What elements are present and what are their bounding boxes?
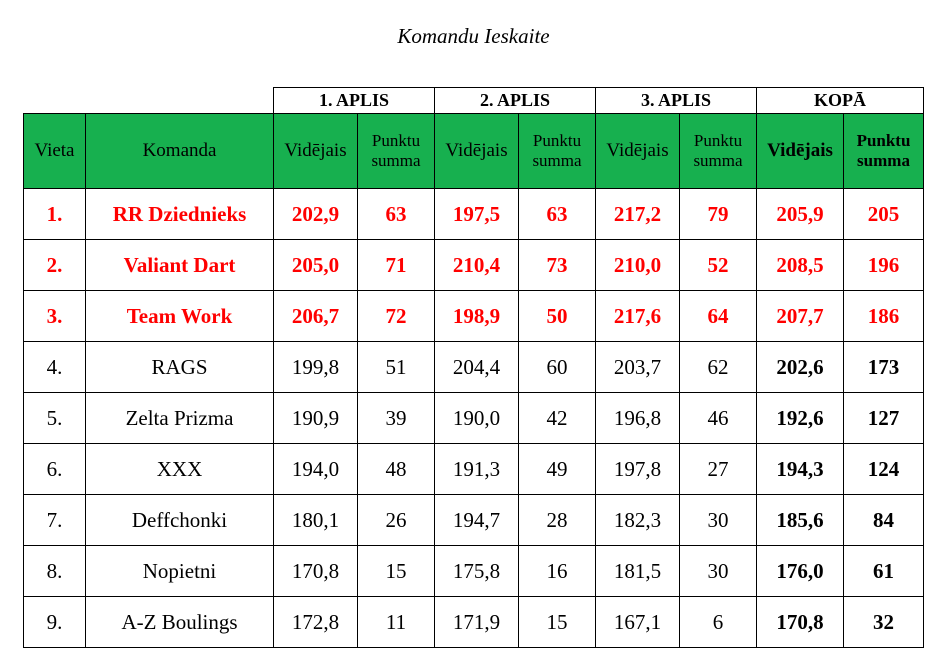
cell-round-2-avg: 175,8: [435, 546, 519, 597]
group-round-2: 2. APLIS: [435, 88, 596, 114]
cell-team: A-Z Boulings: [86, 597, 274, 648]
cell-round-3-points: 6: [680, 597, 757, 648]
table-row: [24, 597, 924, 648]
header-round-3-points: Punktu summa: [680, 114, 757, 189]
cell-round-2-points: 73: [519, 240, 596, 291]
cell-round-1-avg: 194,0: [274, 444, 358, 495]
cell-round-3-points: 30: [680, 495, 757, 546]
cell-round-2-avg: 204,4: [435, 342, 519, 393]
header-total-points: Punktu summa: [844, 114, 924, 189]
cell-round-2-avg: 190,0: [435, 393, 519, 444]
cell-round-3-avg: 182,3: [596, 495, 680, 546]
cell-total-avg: 207,7: [757, 291, 844, 342]
cell-round-3-avg: 196,8: [596, 393, 680, 444]
cell-place: 2.: [24, 240, 86, 291]
page-title: Komandu Ieskaite: [397, 24, 550, 48]
cell-round-2-points: 42: [519, 393, 596, 444]
cell-round-1-points: 72: [358, 291, 435, 342]
cell-team: Deffchonki: [86, 495, 274, 546]
cell-place: 9.: [24, 597, 86, 648]
cell-round-2-avg: 191,3: [435, 444, 519, 495]
cell-total-avg: 194,3: [757, 444, 844, 495]
header-team: Komanda: [86, 114, 274, 189]
header-place: Vieta: [24, 114, 86, 189]
cell-total-points: 127: [844, 393, 924, 444]
cell-place: 7.: [24, 495, 86, 546]
cell-total-points: 186: [844, 291, 924, 342]
cell-round-1-avg: 172,8: [274, 597, 358, 648]
cell-total-avg: 185,6: [757, 495, 844, 546]
cell-round-2-points: 16: [519, 546, 596, 597]
table-row: [24, 444, 924, 495]
cell-round-3-avg: 203,7: [596, 342, 680, 393]
cell-round-1-points: 51: [358, 342, 435, 393]
cell-round-1-avg: 180,1: [274, 495, 358, 546]
cell-round-2-avg: 197,5: [435, 189, 519, 240]
table-row: [24, 495, 924, 546]
table-row: [24, 291, 924, 342]
cell-team: Team Work: [86, 291, 274, 342]
cell-round-1-points: 71: [358, 240, 435, 291]
cell-total-points: 173: [844, 342, 924, 393]
cell-team: Valiant Dart: [86, 240, 274, 291]
cell-total-avg: 170,8: [757, 597, 844, 648]
cell-round-2-points: 63: [519, 189, 596, 240]
cell-round-3-avg: 217,6: [596, 291, 680, 342]
cell-total-points: 32: [844, 597, 924, 648]
cell-round-3-avg: 210,0: [596, 240, 680, 291]
cell-round-1-avg: 199,8: [274, 342, 358, 393]
cell-round-1-points: 15: [358, 546, 435, 597]
cell-round-3-avg: 217,2: [596, 189, 680, 240]
cell-round-1-points: 39: [358, 393, 435, 444]
group-total: KOPĀ: [757, 88, 924, 114]
cell-round-3-points: 27: [680, 444, 757, 495]
cell-total-avg: 192,6: [757, 393, 844, 444]
group-round-3: 3. APLIS: [596, 88, 757, 114]
cell-round-1-avg: 190,9: [274, 393, 358, 444]
cell-round-3-points: 46: [680, 393, 757, 444]
results-table: [23, 87, 924, 648]
cell-total-avg: 208,5: [757, 240, 844, 291]
cell-round-2-avg: 210,4: [435, 240, 519, 291]
table-row: [24, 393, 924, 444]
cell-total-avg: 176,0: [757, 546, 844, 597]
cell-round-3-avg: 181,5: [596, 546, 680, 597]
cell-round-3-avg: 167,1: [596, 597, 680, 648]
header-round-3-avg: Vidējais: [596, 114, 680, 189]
cell-team: RR Dziednieks: [86, 189, 274, 240]
header-total-avg: Vidējais: [757, 114, 844, 189]
cell-round-3-avg: 197,8: [596, 444, 680, 495]
cell-round-3-points: 64: [680, 291, 757, 342]
cell-round-2-points: 50: [519, 291, 596, 342]
blank-cell: [24, 88, 274, 114]
column-header-row: [24, 114, 924, 189]
cell-place: 1.: [24, 189, 86, 240]
cell-round-2-points: 60: [519, 342, 596, 393]
cell-total-avg: 202,6: [757, 342, 844, 393]
cell-round-2-points: 49: [519, 444, 596, 495]
cell-team: Zelta Prizma: [86, 393, 274, 444]
cell-place: 5.: [24, 393, 86, 444]
cell-round-3-points: 79: [680, 189, 757, 240]
header-round-1-points: Punktu summa: [358, 114, 435, 189]
cell-total-points: 84: [844, 495, 924, 546]
table-row: [24, 546, 924, 597]
cell-place: 6.: [24, 444, 86, 495]
cell-round-3-points: 52: [680, 240, 757, 291]
cell-round-1-avg: 202,9: [274, 189, 358, 240]
cell-place: 4.: [24, 342, 86, 393]
cell-round-2-points: 15: [519, 597, 596, 648]
cell-round-3-points: 30: [680, 546, 757, 597]
table-row: [24, 189, 924, 240]
cell-team: RAGS: [86, 342, 274, 393]
table-row: [24, 240, 924, 291]
header-round-2-avg: Vidējais: [435, 114, 519, 189]
cell-round-1-points: 48: [358, 444, 435, 495]
cell-round-2-avg: 194,7: [435, 495, 519, 546]
group-header-row: [24, 88, 924, 114]
cell-total-avg: 205,9: [757, 189, 844, 240]
cell-team: XXX: [86, 444, 274, 495]
cell-total-points: 205: [844, 189, 924, 240]
table-row: [24, 342, 924, 393]
cell-round-3-points: 62: [680, 342, 757, 393]
cell-total-points: 61: [844, 546, 924, 597]
cell-place: 3.: [24, 291, 86, 342]
cell-round-1-avg: 170,8: [274, 546, 358, 597]
cell-round-1-avg: 205,0: [274, 240, 358, 291]
cell-place: 8.: [24, 546, 86, 597]
cell-round-2-avg: 198,9: [435, 291, 519, 342]
group-round-1: 1. APLIS: [274, 88, 435, 114]
cell-round-2-points: 28: [519, 495, 596, 546]
cell-round-1-avg: 206,7: [274, 291, 358, 342]
cell-total-points: 196: [844, 240, 924, 291]
cell-round-1-points: 11: [358, 597, 435, 648]
cell-team: Nopietni: [86, 546, 274, 597]
cell-round-1-points: 63: [358, 189, 435, 240]
header-round-1-avg: Vidējais: [274, 114, 358, 189]
cell-total-points: 124: [844, 444, 924, 495]
header-round-2-points: Punktu summa: [519, 114, 596, 189]
cell-round-2-avg: 171,9: [435, 597, 519, 648]
cell-round-1-points: 26: [358, 495, 435, 546]
